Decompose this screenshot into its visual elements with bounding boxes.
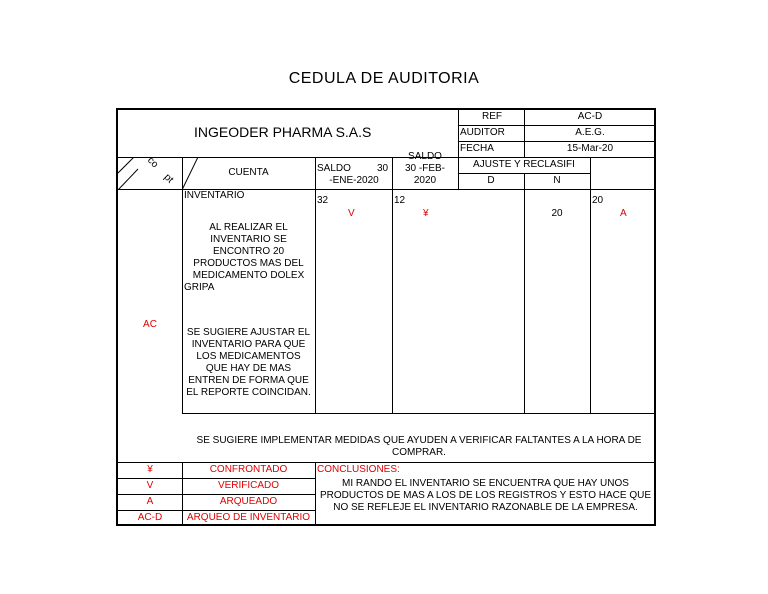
legend-symbol-confrontado: ¥ bbox=[147, 464, 153, 475]
saldo2-header-date: 30 -FEB- bbox=[404, 163, 445, 174]
page-title: CEDULA DE AUDITORIA bbox=[288, 70, 480, 87]
saldo2-value: 12 bbox=[394, 195, 406, 206]
adjusted-tick-mark: A bbox=[620, 208, 627, 219]
legend-divider-3 bbox=[118, 510, 316, 511]
saldo1-column-border bbox=[392, 157, 393, 414]
cuenta-header: CUENTA bbox=[228, 167, 269, 178]
saldo2-header-label: SALDO bbox=[408, 151, 442, 162]
saldo1-header-day: 30 bbox=[377, 163, 389, 174]
audit-sheet bbox=[116, 108, 656, 526]
corner-label-bottom: pt bbox=[161, 171, 176, 186]
recommendation-text: SE SUGIERE IMPLEMENTAR MEDIDAS QUE AYUDEN A VERIFICAR FALTANTES A LA HORA DE COMPRAR. bbox=[196, 435, 642, 458]
ajuste-header: AJUSTE Y RECLASIFI bbox=[473, 159, 575, 170]
conclusions-text: MI RANDO EL INVENTARIO SE ENCUENTRA QUE HAY UNOS PRODUCTOS DE MAS A LOS DE LOS REGISTROS Y ESTO HACE QUE NO SE REFLEJE EL INVENTARIO RAZONABLE DE LA EMPRESA. bbox=[319, 478, 651, 513]
credit-header: N bbox=[553, 175, 561, 186]
legend-top-divider bbox=[118, 462, 656, 463]
fecha-label: FECHA bbox=[460, 143, 494, 154]
legend-meaning-arqueo: ARQUEO DE INVENTARIO bbox=[186, 512, 311, 523]
ref-label: REF bbox=[482, 111, 502, 122]
legend-symbol-arqueado: A bbox=[146, 496, 154, 507]
legend-divider-1 bbox=[118, 478, 316, 479]
adjusted-value: 20 bbox=[592, 195, 604, 206]
debit-header: D bbox=[487, 175, 495, 186]
body-divider bbox=[182, 413, 656, 414]
conclusions-label: CONCLUSIONES: bbox=[317, 464, 400, 475]
account-name: INVENTARIO bbox=[184, 190, 245, 201]
saldo2-header-year: 2020 bbox=[413, 175, 437, 186]
legend-symbol-arqueo: AC-D bbox=[137, 512, 163, 523]
legend-meaning-arqueado: ARQUEADO bbox=[219, 496, 278, 507]
saldo1-value: 32 bbox=[317, 195, 329, 206]
suggestion-text: SE SUGIERE AJUSTAR EL INVENTARIO PARA QUE LOS MEDICAMENTOS QUE HAY DE MAS ENTREN DE FORMA QUE EL REPORTE COINCIDAN. bbox=[186, 327, 311, 398]
n-column-border bbox=[590, 157, 591, 414]
saldo1-header-date: -ENE-2020 bbox=[329, 175, 379, 186]
cuenta-column-border bbox=[315, 157, 316, 414]
saldo2-tick-mark: ¥ bbox=[423, 208, 429, 219]
corner-label-top: co bbox=[145, 155, 161, 171]
ref-value: AC-D bbox=[577, 111, 603, 122]
header-divider bbox=[118, 157, 656, 158]
account-code: AC bbox=[143, 319, 157, 330]
legend-meaning-confrontado: CONFRONTADO bbox=[209, 464, 288, 475]
saldo1-header-label: SALDO bbox=[317, 163, 351, 174]
legend-divider-2 bbox=[118, 494, 316, 495]
meta-divider-1 bbox=[458, 125, 656, 126]
auditor-label: AUDITOR bbox=[460, 127, 505, 138]
saldo1-tick-mark: V bbox=[348, 208, 355, 219]
meta-divider-2 bbox=[458, 141, 656, 142]
legend-meaning-verificado: VERIFICADO bbox=[217, 480, 280, 491]
fecha-value: 15-Mar-20 bbox=[566, 143, 614, 154]
company-name: INGEODER PHARMA S.A.S bbox=[194, 124, 372, 140]
credit-value: 20 bbox=[551, 208, 563, 219]
finding-text: AL REALIZAR EL INVENTARIO SE ENCONTRO 20 PRODUCTOS MAS DEL MEDICAMENTO DOLEX GRIPA bbox=[184, 222, 305, 293]
auditor-value: A.E.G. bbox=[575, 127, 605, 138]
legend-symbol-verificado: V bbox=[146, 480, 154, 491]
